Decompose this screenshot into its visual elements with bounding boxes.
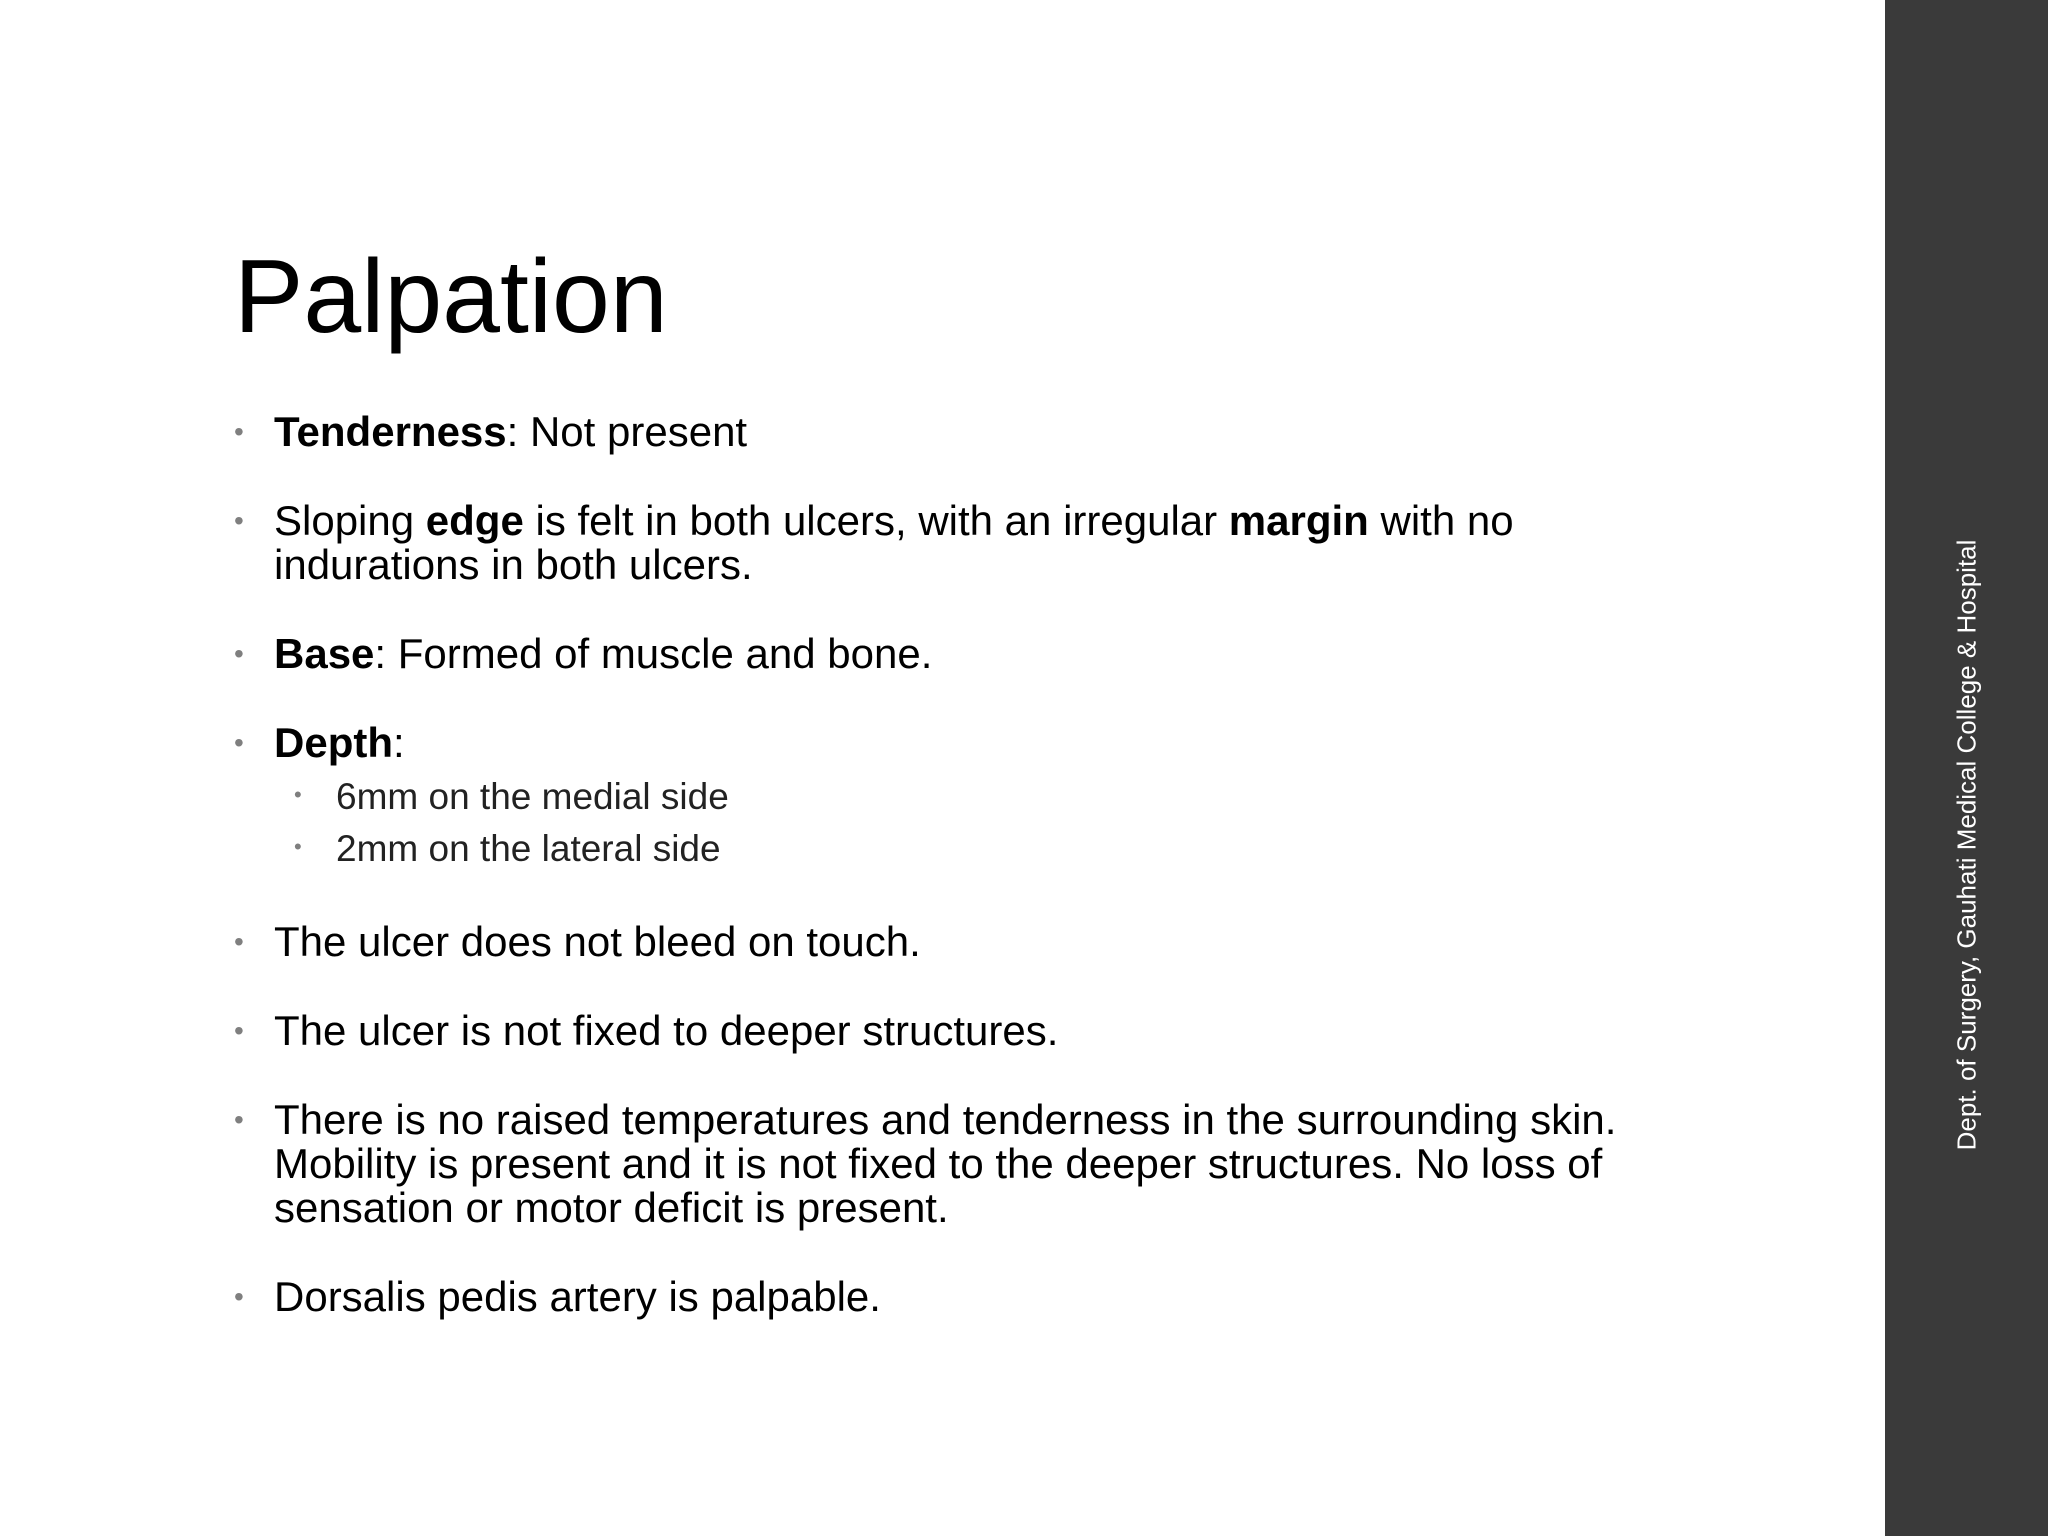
bullet-base [234,632,1634,676]
bullet-tenderness-label: Tenderness [274,408,507,455]
depth-item-medial: • 6mm on the medial side [234,771,1634,823]
bullet-bleed: • The ulcer does not bleed on touch. [234,920,1634,964]
sidebar [1885,0,2048,1536]
slide-title: Palpation [234,239,668,355]
sidebar-text: Dept. of Surgery, Gauhati Medical College & Hospital [1951,539,1981,1151]
depth-item-lateral: • 2mm on the lateral side [234,823,1634,875]
bullet-depth-label: Depth [274,719,393,766]
depth-sublist [234,771,1634,875]
bullet-edge-part3: with no indurations in both ulcers. [274,497,1514,588]
bullet-depth [234,721,1634,765]
bullet-artery: • Dorsalis pedis artery is palpable. [234,1275,1634,1319]
bullet-tenderness-text: : Not present [506,408,748,455]
bullet-fixed: • The ulcer is not fixed to deeper structures. [234,1009,1634,1053]
bullet-edge-part2: is felt in both ulcers, with an irregular [523,497,1229,544]
bullet-list [234,410,1634,1364]
bullet-tenderness [234,410,1634,454]
bullet-base-label: Base [274,630,375,677]
bullet-edge-bold2: margin [1228,497,1369,544]
bullet-skin: • There is no raised temperatures and tenderness in the surrounding skin. Mobility is present and it is not fixed to the deeper structures. No loss of sensation or motor deficit is present. [234,1098,1634,1230]
bullet-base-text: : Formed of muscle and bone. [374,630,933,677]
bullet-edge [234,499,1634,587]
bullet-edge-bold1: edge [425,497,524,544]
bullet-depth-text: : [393,719,405,766]
bullet-edge-part1: Sloping [274,497,426,544]
